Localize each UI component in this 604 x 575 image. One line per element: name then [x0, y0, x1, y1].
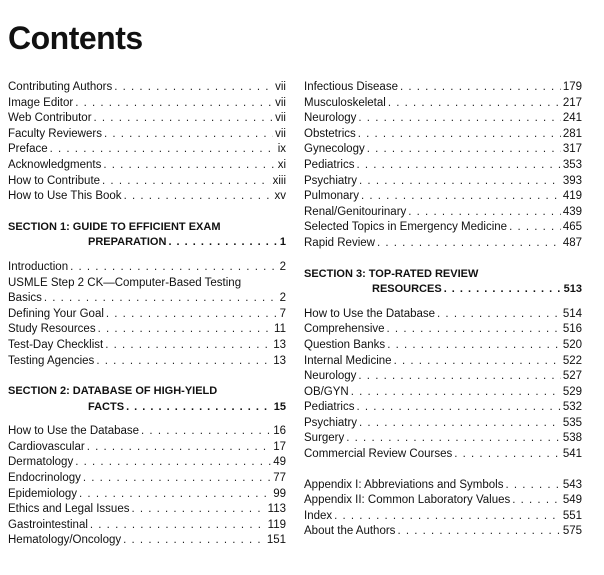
section-1-heading-line2: PREPARATION	[88, 236, 167, 249]
entry-page: 543	[562, 478, 582, 491]
dot-leader	[334, 509, 561, 525]
dot-leader	[400, 80, 561, 96]
toc-right-column	[304, 80, 582, 540]
toc-entry[interactable]	[304, 307, 582, 323]
toc-entry[interactable]	[8, 307, 286, 323]
entry-title: Faculty Reviewers	[8, 127, 102, 140]
toc-entry[interactable]	[8, 291, 286, 307]
entry-page: 2	[279, 260, 286, 273]
entry-title: Infectious Disease	[304, 81, 398, 93]
toc-entry[interactable]	[304, 416, 582, 432]
toc-entry[interactable]	[8, 189, 286, 205]
toc-entry[interactable]	[8, 533, 286, 549]
toc-entry[interactable]	[8, 440, 286, 456]
dot-leader	[359, 416, 561, 432]
dot-leader	[394, 354, 561, 370]
entry-title: Epidemiology	[8, 487, 78, 500]
section-1-heading-cont[interactable]	[8, 235, 286, 251]
entry-title: How to Contribute	[8, 174, 101, 187]
entry-page: 514	[562, 307, 582, 320]
dot-leader	[387, 338, 561, 354]
entry-page: vii	[275, 81, 286, 93]
entry-title: Web Contributor	[8, 112, 92, 125]
toc-entry[interactable]	[304, 478, 582, 494]
entry-page: 520	[562, 338, 582, 351]
entry-page: 217	[562, 96, 582, 109]
entry-page: vii	[275, 96, 286, 109]
entry-page: 281	[562, 127, 582, 140]
toc-entry[interactable]	[8, 338, 286, 354]
section-2-heading-cont[interactable]	[8, 400, 286, 416]
entry-title: Dermatology	[8, 456, 74, 469]
entry-title: Pulmonary	[304, 190, 359, 203]
entry-page: 151	[266, 534, 286, 547]
entry-page: 99	[273, 487, 286, 500]
entry-page: 487	[562, 236, 582, 249]
section-3-heading[interactable]: SECTION 3: TOP-RATED REVIEW	[304, 267, 479, 280]
toc-entry[interactable]	[8, 471, 286, 487]
entry-page: 17	[273, 440, 286, 453]
toc-entry[interactable]	[8, 127, 286, 143]
entry-title: Basics	[8, 292, 42, 305]
toc-entry[interactable]	[304, 111, 582, 127]
entry-page: 353	[562, 158, 582, 171]
entry-page: xiii	[272, 174, 286, 187]
entry-page: 77	[273, 472, 286, 485]
entry-page: vii	[275, 112, 286, 125]
section-3-heading-cont[interactable]	[304, 282, 582, 298]
entry-page: 439	[562, 205, 582, 218]
entry-page: 317	[562, 143, 582, 156]
entry-page: 465	[562, 221, 582, 234]
dot-leader	[105, 338, 271, 354]
dot-leader	[106, 307, 278, 323]
toc-entry[interactable]	[304, 338, 582, 354]
entry-title: Obstetrics	[304, 127, 356, 140]
section-3-page: 513	[563, 283, 582, 296]
dot-leader	[83, 471, 271, 487]
toc-entry[interactable]	[8, 142, 286, 158]
section-2-heading[interactable]: SECTION 2: DATABASE OF HIGH-YIELD	[8, 385, 218, 398]
dot-leader	[168, 235, 277, 251]
toc-entry[interactable]	[8, 424, 286, 440]
entry-title: Defining Your Goal	[8, 307, 104, 320]
entry-title: Internal Medicine	[304, 354, 392, 367]
entry-title: Appendix II: Common Laboratory Values	[304, 494, 511, 507]
entry-title: Acknowledgments	[8, 158, 102, 171]
toc-entry[interactable]	[8, 80, 286, 96]
toc-entry[interactable]	[304, 400, 582, 416]
entry-title: Commercial Review Courses	[304, 448, 453, 461]
entry-title: Neurology	[304, 112, 357, 125]
dot-leader	[90, 518, 266, 534]
dot-leader	[44, 291, 278, 307]
dot-leader	[79, 487, 271, 503]
front-matter-list	[8, 80, 286, 205]
dot-leader	[351, 385, 561, 401]
section-1-heading[interactable]: SECTION 1: GUIDE TO EFFICIENT EXAM	[8, 220, 221, 233]
dot-leader	[75, 96, 273, 112]
section-2-heading-line2: FACTS	[88, 400, 125, 413]
dot-leader	[103, 158, 275, 174]
entry-title: About the Authors	[304, 525, 396, 538]
entry-title: Gynecology	[304, 143, 365, 156]
toc-entry[interactable]	[304, 369, 582, 385]
toc-entry[interactable]	[304, 189, 582, 205]
entry-page: 522	[562, 354, 582, 367]
dot-leader	[437, 307, 561, 323]
entry-title: OB/GYN	[304, 385, 349, 398]
entry-title: Renal/Genitourinary	[304, 205, 407, 218]
entry-page: 393	[562, 174, 582, 187]
entry-title: Ethics and Legal Issues	[8, 503, 130, 516]
toc-left-column	[8, 80, 286, 549]
entry-page: 535	[562, 416, 582, 429]
dot-leader	[387, 322, 561, 338]
entry-page: 549	[562, 494, 582, 507]
entry-title: Index	[304, 509, 333, 522]
toc-entry[interactable]	[304, 493, 582, 509]
entry-title: Preface	[8, 143, 48, 156]
entry-title: Gastrointestinal	[8, 518, 88, 531]
dot-leader	[505, 478, 560, 494]
dot-leader	[509, 220, 561, 236]
dot-leader	[50, 142, 276, 158]
entry-page: 119	[267, 518, 286, 531]
dot-leader	[126, 400, 272, 416]
entry-title: Test-Day Checklist	[8, 338, 104, 351]
entry-page: 179	[562, 81, 582, 93]
entry-title: Musculoskeletal	[304, 96, 386, 109]
toc-entry[interactable]	[304, 236, 582, 252]
toc-entry[interactable]	[304, 220, 582, 236]
entry-title: Appendix I: Abbreviations and Symbols	[304, 478, 504, 491]
entry-title: Question Banks	[304, 338, 386, 351]
dot-leader	[359, 174, 561, 190]
dot-leader	[408, 205, 561, 221]
entry-title: Cardiovascular	[8, 440, 85, 453]
entry-title: Surgery	[304, 432, 345, 445]
entry-page: 419	[562, 190, 582, 203]
entry-page: 551	[562, 509, 582, 522]
entry-title: Study Resources	[8, 323, 96, 336]
entry-page: 532	[562, 401, 582, 414]
dot-leader	[388, 96, 561, 112]
section-3-heading-line2: RESOURCES	[372, 283, 442, 296]
section-2	[8, 384, 286, 549]
toc-entry[interactable]	[8, 502, 286, 518]
toc-entry[interactable]	[8, 260, 286, 276]
dot-leader	[87, 440, 272, 456]
toc-entry[interactable]	[8, 174, 286, 190]
toc-entry[interactable]	[8, 518, 286, 534]
entry-title: Contributing Authors	[8, 81, 113, 93]
entry-page: 7	[279, 307, 286, 320]
entry-page: 538	[562, 432, 582, 445]
entry-title: Psychiatry	[304, 416, 358, 429]
toc-entry[interactable]	[304, 174, 582, 190]
entry-title: Testing Agencies	[8, 354, 95, 367]
dot-leader	[104, 127, 273, 143]
entry-title: Pediatrics	[304, 401, 355, 414]
dot-leader	[361, 189, 561, 205]
entry-page: xv	[274, 190, 286, 203]
dot-leader	[123, 533, 265, 549]
entry-title: Pediatrics	[304, 158, 355, 171]
section-2-continued	[304, 80, 582, 252]
entry-page: ix	[277, 143, 286, 156]
toc-entry[interactable]	[8, 354, 286, 370]
entry-page: 541	[562, 448, 582, 461]
entry-page: 113	[267, 503, 286, 516]
toc-entry[interactable]	[8, 158, 286, 174]
toc-entry[interactable]	[304, 385, 582, 401]
entry-page: 2	[279, 292, 286, 305]
entry-page: 13	[273, 354, 286, 367]
entry-title: Neurology	[304, 370, 357, 383]
dot-leader	[454, 447, 561, 463]
toc-entry[interactable]	[8, 455, 286, 471]
toc-entry[interactable]	[304, 158, 582, 174]
dot-leader	[367, 142, 561, 158]
section-3	[304, 267, 582, 463]
dot-leader	[444, 282, 562, 298]
dot-leader	[131, 502, 265, 518]
dot-leader	[358, 369, 560, 385]
entry-title: Comprehensive	[304, 323, 385, 336]
entry-page: 516	[562, 323, 582, 336]
entry-title: Selected Topics in Emergency Medicine	[304, 221, 508, 234]
toc-entry[interactable]	[304, 205, 582, 221]
dot-leader	[75, 455, 271, 471]
dot-leader	[141, 424, 271, 440]
toc-entry-line1[interactable]: USMLE Step 2 CK—Computer-Based Testing	[8, 276, 242, 289]
dot-leader	[357, 400, 561, 416]
entry-page: 527	[562, 370, 582, 383]
entry-title: How to Use This Book	[8, 190, 122, 203]
entry-title: Rapid Review	[304, 236, 375, 249]
dot-leader	[512, 493, 561, 509]
dot-leader	[346, 431, 561, 447]
toc-entry[interactable]	[304, 142, 582, 158]
toc-entry[interactable]	[8, 487, 286, 503]
entry-title: How to Use the Database	[304, 307, 436, 320]
dot-leader	[358, 111, 560, 127]
dot-leader	[96, 354, 271, 370]
dot-leader	[358, 127, 561, 143]
toc-entry[interactable]	[8, 96, 286, 112]
entry-page: xi	[277, 158, 286, 171]
entry-page: 49	[273, 456, 286, 469]
toc-entry[interactable]	[8, 322, 286, 338]
toc-entry[interactable]	[304, 127, 582, 143]
entry-page: 11	[274, 323, 286, 336]
toc-entry[interactable]	[304, 431, 582, 447]
toc-entry[interactable]	[304, 509, 582, 525]
back-matter-list	[304, 478, 582, 540]
section-1	[8, 220, 286, 369]
dot-leader	[94, 111, 274, 127]
toc-entry[interactable]	[304, 322, 582, 338]
entry-title: How to Use the Database	[8, 425, 140, 438]
dot-leader	[377, 236, 561, 252]
toc-entry[interactable]	[304, 96, 582, 112]
entry-title: Endocrinology	[8, 472, 81, 485]
entry-page: 13	[273, 338, 286, 351]
section-1-page: 1	[279, 236, 286, 249]
entry-page: 575	[562, 525, 582, 538]
entry-title: Image Editor	[8, 96, 74, 109]
dot-leader	[114, 80, 273, 96]
entry-page: vii	[275, 127, 286, 140]
dot-leader	[124, 189, 273, 205]
dot-leader	[102, 174, 271, 190]
entry-title: Hematology/Oncology	[8, 534, 122, 547]
toc-entry[interactable]	[304, 354, 582, 370]
toc-entry[interactable]	[304, 80, 582, 96]
entry-page: 241	[562, 112, 582, 125]
dot-leader	[357, 158, 561, 174]
entry-page: 16	[273, 425, 286, 438]
entry-title: Psychiatry	[304, 174, 358, 187]
toc-entry[interactable]	[304, 447, 582, 463]
page-title: Contents	[8, 20, 143, 56]
dot-leader	[70, 260, 277, 276]
entry-title: Introduction	[8, 260, 69, 273]
dot-leader	[98, 322, 272, 338]
entry-page: 529	[562, 385, 582, 398]
dot-leader	[397, 524, 560, 540]
section-2-page: 15	[273, 400, 286, 413]
toc-entry[interactable]	[304, 524, 582, 540]
toc-entry[interactable]	[8, 111, 286, 127]
